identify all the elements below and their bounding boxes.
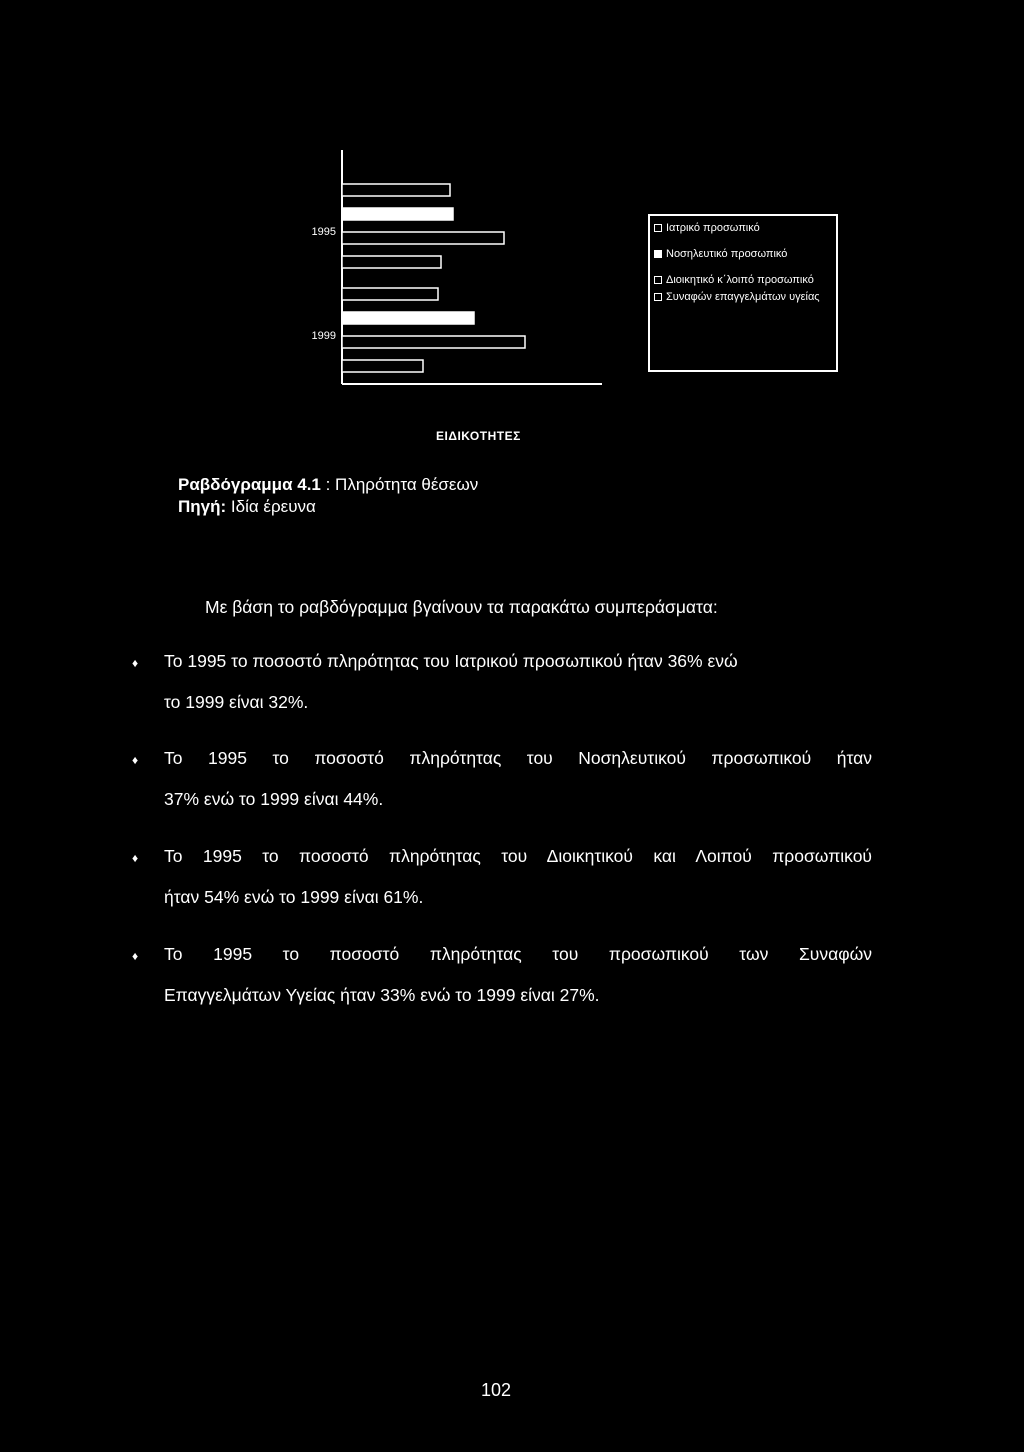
bullet-text: Το 1995 το ποσοστό πληρότητας του προσωπικού των Συναφών	[164, 944, 872, 964]
legend-item	[654, 248, 832, 261]
source-value: Ιδία έρευνα	[226, 497, 316, 516]
diamond-bullet-icon: ♦	[132, 949, 139, 963]
chart-legend	[648, 214, 838, 372]
bar	[342, 312, 474, 324]
bullet-text: ήταν 54% ενώ το 1999 είναι 61%.	[164, 887, 424, 907]
bullet-item	[132, 846, 872, 908]
bullet-item	[132, 651, 872, 713]
diamond-bullet-icon: ♦	[132, 656, 139, 670]
page-number: 102	[481, 1380, 512, 1400]
source-label: Πηγή:	[178, 497, 227, 516]
legend-label: Συναφών επαγγελμάτων υγείας	[666, 291, 820, 303]
bullet-text: 37% ενώ το 1999 είναι 44%.	[164, 789, 384, 809]
chart-axis-label: ΕΙΔΙΚΟΤΗΤΕΣ	[436, 429, 521, 443]
legend-item	[654, 222, 832, 235]
legend-swatch-icon	[654, 224, 662, 232]
legend-swatch-icon	[654, 293, 662, 301]
bullet-item	[132, 748, 872, 810]
figure-label: Ραβδόγραμμα 4.1	[178, 475, 321, 494]
bullet-text: Το 1995 το ποσοστό πληρότητας του Νοσηλευτικού προσωπικού ήταν	[164, 748, 872, 768]
bullet-text: Το 1995 το ποσοστό πληρότητας του Διοικητικού και Λοιπού προσωπικού	[164, 846, 872, 866]
legend-label: Νοσηλευτικό προσωπικό	[666, 248, 788, 260]
bullet-text: Επαγγελμάτων Υγείας ήταν 33% ενώ το 1999 είναι 27%.	[164, 985, 600, 1005]
legend-item	[654, 274, 832, 287]
diamond-bullet-icon: ♦	[132, 851, 139, 865]
legend-item	[654, 291, 832, 304]
legend-swatch-icon	[654, 250, 662, 258]
legend-swatch-icon	[654, 276, 662, 284]
diamond-bullet-icon: ♦	[132, 753, 139, 767]
legend-label: Διοικητικό κ΄λοιπό προσωπικό	[666, 274, 814, 286]
bar	[342, 360, 423, 372]
bullet-item	[132, 944, 872, 1006]
figure-title: : Πληρότητα θέσεων	[320, 475, 479, 494]
legend-label: Ιατρικό προσωπικό	[666, 222, 760, 234]
bullet-text: το 1999 είναι 32%.	[164, 692, 309, 712]
bar	[342, 208, 453, 220]
bar	[342, 256, 441, 268]
bullet-text: Το 1995 το ποσοστό πληρότητας του Ιατρικού προσωπικού ήταν 36% ενώ	[164, 651, 738, 671]
intro-paragraph: Με βάση το ραβδόγραμμα βγαίνουν τα παρακάτω συμπεράσματα:	[205, 597, 718, 617]
bar	[342, 336, 525, 348]
figure-caption	[178, 474, 478, 518]
bar	[342, 232, 504, 244]
category-tick-label: 1999	[311, 329, 336, 342]
bar	[342, 288, 438, 300]
bar	[342, 184, 450, 196]
category-tick-label: 1995	[311, 225, 336, 238]
